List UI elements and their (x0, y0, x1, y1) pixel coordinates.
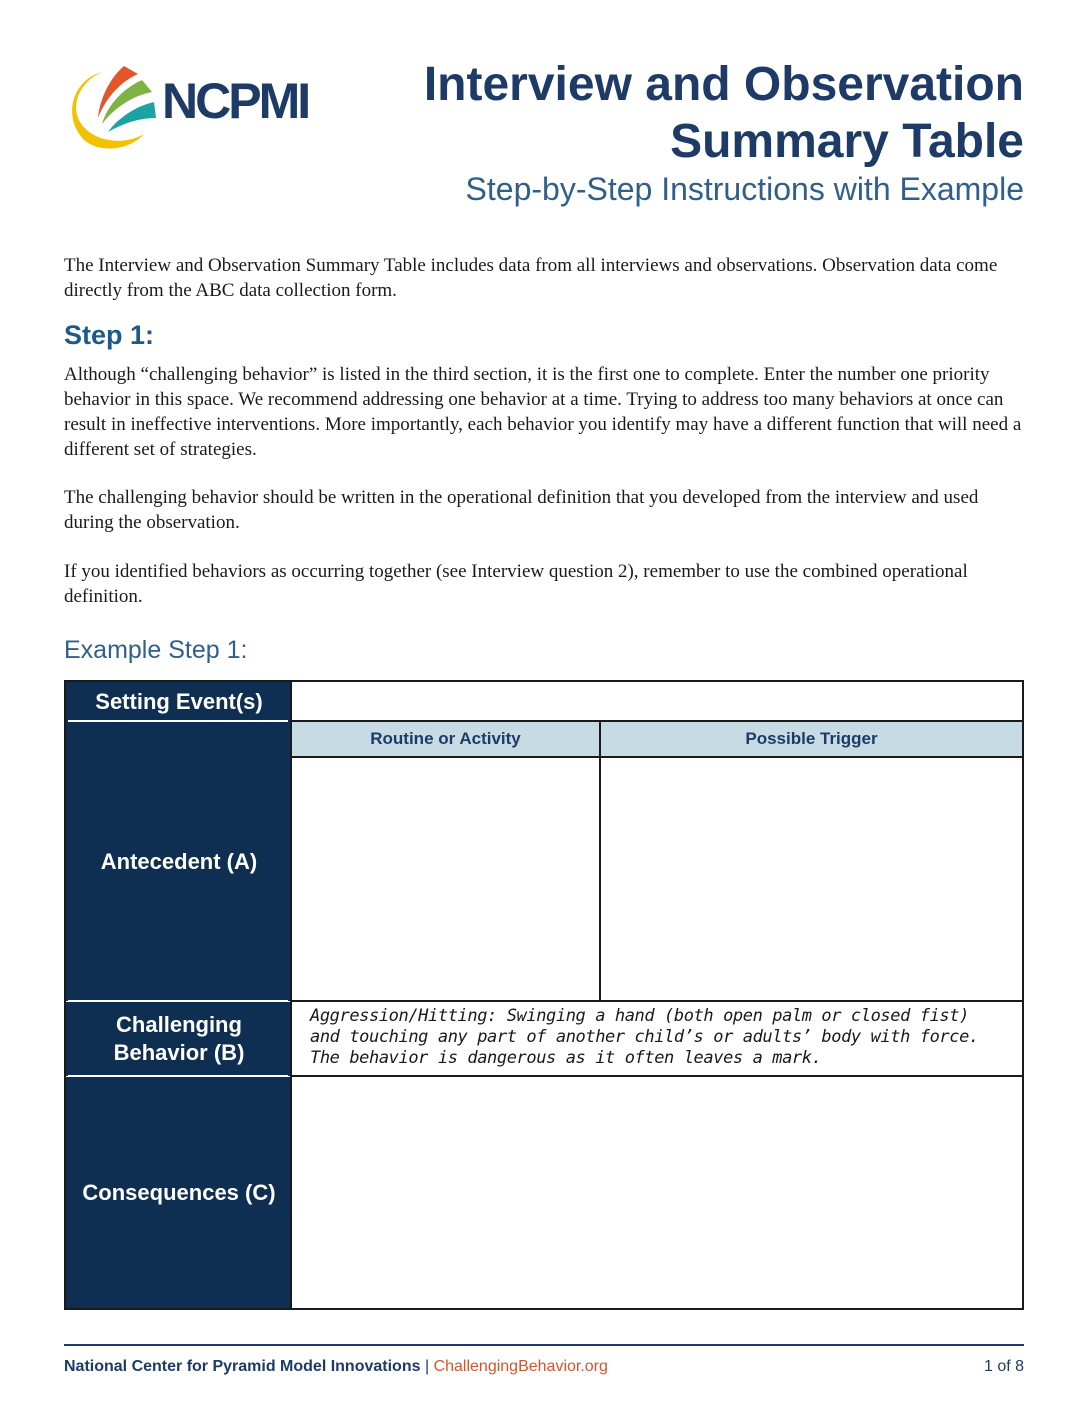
footer-separator: | (424, 1358, 430, 1375)
title-block (324, 56, 1024, 208)
routine-activity-value (292, 758, 599, 1000)
consequences-value (292, 1077, 1022, 1308)
ncpmi-logo (62, 62, 309, 154)
footer-org-name: National Center for Pyramid Model Innovations (64, 1358, 421, 1375)
behavior-line: and touching any part of another child’s or adults’ body with force. (310, 1027, 979, 1047)
challenging-behavior-value (292, 1002, 1022, 1075)
challenging-behavior-label (66, 1002, 292, 1076)
step1-paragraph-1: Although “challenging behavior” is listed in the third section, it is the first one to complete. Enter the number one priority behavior in this space. We recommend addressing one behavior at a time. Trying to address too many behaviors at once can result in ineffective interventions. More importantly, each behavior you identify may have a different function that will need a different set of strategies. (64, 364, 1022, 460)
logo-swirl-icon (62, 62, 162, 154)
footer-credit (64, 1358, 608, 1376)
step1-paragraph-2: The challenging behavior should be written in the operational definition that you developed from the interview and used during the observation. (64, 487, 979, 533)
summary-table (64, 680, 1024, 1310)
routine-activity-header: Routine or Activity (292, 722, 599, 756)
challenging-behavior-label-line1: Challenging (116, 1012, 242, 1037)
antecedent-label: Antecedent (A) (66, 722, 292, 1001)
footer-website-link[interactable]: ChallengingBehavior.org (433, 1358, 608, 1375)
example-heading: Example Step 1: (64, 636, 248, 664)
setting-events-value (292, 682, 1022, 720)
page-title-line1: Interview and Observation (423, 58, 1024, 111)
page-title-line2: Summary Table (670, 115, 1024, 168)
page-subtitle: Step-by-Step Instructions with Example (465, 171, 1024, 207)
intro-paragraph: The Interview and Observation Summary Table includes data from all interviews and observations. Observation data come directly from the ABC data collection form. (64, 255, 998, 301)
behavior-line: The behavior is dangerous as it often leaves a mark. (310, 1048, 822, 1068)
possible-trigger-value (601, 758, 1022, 1000)
possible-trigger-header: Possible Trigger (601, 722, 1022, 756)
challenging-behavior-label-line2: Behavior (B) (113, 1040, 245, 1065)
setting-events-label: Setting Event(s) (66, 682, 292, 722)
footer-divider (64, 1344, 1024, 1346)
step1-heading: Step 1: (64, 320, 155, 350)
logo-wordmark: NCPMI (162, 73, 309, 129)
consequences-label: Consequences (C) (66, 1077, 292, 1308)
step1-paragraph-3: If you identified behaviors as occurring together (see Interview question 2), remember to use the combined operational definition. (64, 561, 968, 607)
page-number: 1 of 8 (983, 1358, 1024, 1375)
behavior-line: Aggression/Hitting: Swinging a hand (both open palm or closed fist) (310, 1006, 969, 1026)
